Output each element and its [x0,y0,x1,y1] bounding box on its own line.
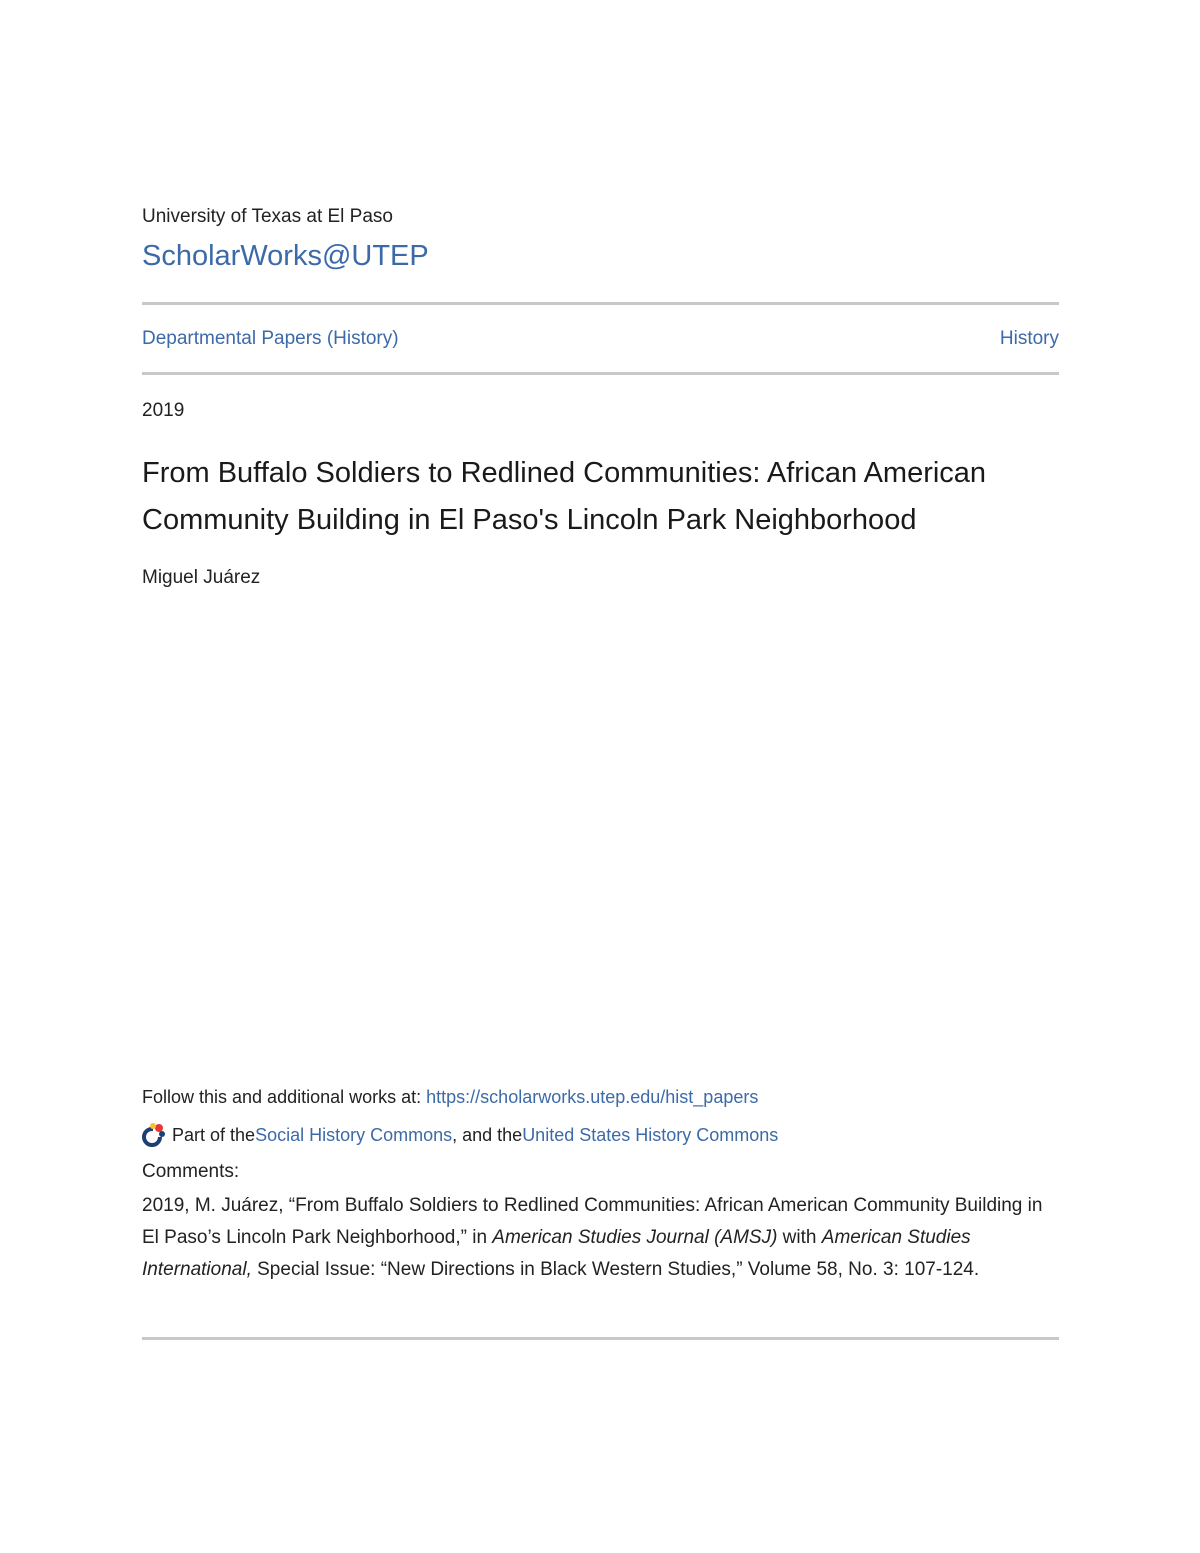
series-link[interactable]: Departmental Papers (History) [142,328,399,349]
publication-year: 2019 [142,400,185,421]
social-history-commons-link[interactable]: Social History Commons [255,1124,453,1145]
repository-link[interactable]: ScholarWorks@UTEP [142,240,429,272]
citation-text [142,1190,1062,1286]
network-logo-icon [140,1121,168,1149]
citation-journal2: American Studies International, [142,1227,971,1280]
part-of-line [140,1121,778,1149]
part-of-prefix: Part of the [172,1124,256,1145]
department-link[interactable]: History [999,328,1059,349]
part-of-middle: , and the [452,1124,523,1145]
citation-part3: Special Issue: “New Directions in Black Western Studies,” Volume 58, No. 3: 107-124. [251,1259,980,1280]
citation-part2: with [777,1227,822,1248]
follow-prefix: Follow this and additional works at: [142,1087,427,1107]
divider-bottom [142,1337,1059,1340]
institution-name: University of Texas at El Paso [142,206,393,227]
cover-page [142,0,1059,1553]
series-row [142,328,1059,350]
follow-line [142,1087,758,1108]
follow-url-link[interactable]: https://scholarworks.utep.edu/hist_papers [426,1087,759,1107]
document-title: From Buffalo Soldiers to Redlined Communities: African American Community Building in El Paso's Lincoln Park Neighborhood [142,457,987,536]
comments-label: Comments: [142,1161,240,1182]
citation-journal: American Studies Journal (AMSJ) [492,1227,778,1248]
us-history-commons-link[interactable]: United States History Commons [522,1124,779,1145]
author-name: Miguel Juárez [142,567,261,588]
divider-top [142,302,1059,305]
citation-part1: 2019, M. Juárez, “From Buffalo Soldiers to Redlined Communities: African American Community Building in El Paso’s Lincoln Park Neighborhood,” in [142,1195,1043,1248]
divider-middle [142,372,1059,375]
